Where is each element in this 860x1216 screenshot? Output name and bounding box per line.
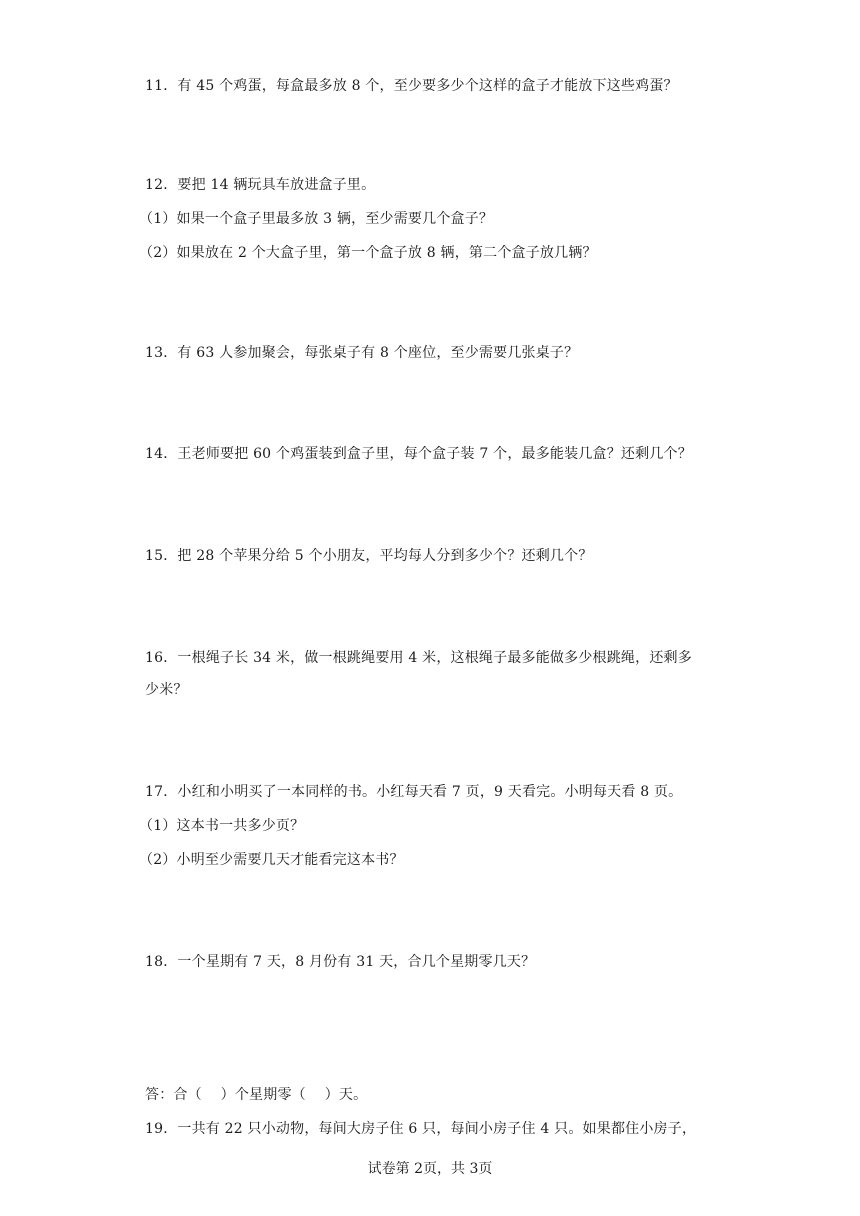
question-16-line-2: 少米？ [145, 682, 188, 698]
question-17: 17．小红和小明买了一本同样的书。小红每天看 7 页，9 天看完。小明每天看 8 页。 [145, 784, 683, 800]
question-12-part-1: （1）如果一个盒子里最多放 3 辆，至少需要几个盒子？ [139, 211, 494, 227]
question-14: 14．王老师要把 60 个鸡蛋装到盒子里，每个盒子装 7 个，最多能装几盒？还剩几个？ [145, 446, 692, 462]
question-18: 18．一个星期有 7 天，8 月份有 31 天，合几个星期零几天？ [145, 954, 536, 970]
question-11: 11．有 45 个鸡蛋，每盒最多放 8 个，至少要多少个这样的盒子才能放下这些鸡蛋？ [145, 78, 678, 94]
question-16-line-1: 16．一根绳子长 34 米，做一根跳绳要用 4 米，这根绳子最多能做多少根跳绳，还剩多 [145, 650, 692, 666]
question-19: 19．一共有 22 只小动物，每间大房子住 6 只，每间小房子住 4 只。如果都住小房子， [145, 1121, 697, 1137]
question-13: 13．有 63 人参加聚会，每张桌子有 8 个座位，至少需要几张桌子？ [145, 345, 579, 361]
question-17-part-1: （1）这本书一共多少页？ [139, 818, 305, 834]
page-footer: 试卷第 2页，共 3页 [367, 1161, 493, 1177]
question-12-part-2: （2）如果放在 2 个大盒子里，第一个盒子放 8 辆，第二个盒子放几辆？ [139, 245, 597, 261]
question-15: 15．把 28 个苹果分给 5 个小朋友，平均每人分到多少个？还剩几个？ [145, 548, 593, 564]
question-17-part-2: （2）小明至少需要几天才能看完这本书？ [139, 852, 404, 868]
question-12: 12．要把 14 辆玩具车放进盒子里。 [145, 177, 376, 193]
question-18-answer: 答：合（ ）个星期零（ ）天。 [145, 1087, 368, 1103]
